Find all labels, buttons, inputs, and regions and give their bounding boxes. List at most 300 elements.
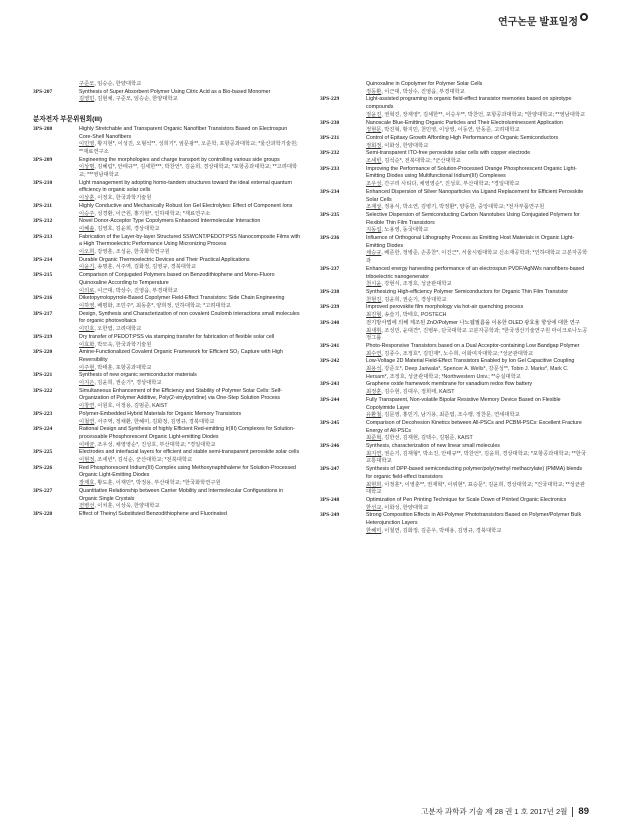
co-authors: , 간구리 사티다, 채영영순*, 진성호, 부산대학교; *경일대학교 (381, 181, 520, 188)
entry-authors (79, 419, 301, 427)
presenting-author: 정동환 (366, 88, 382, 95)
program-entry (320, 135, 588, 150)
program-entry (320, 343, 588, 358)
entry-title: Influence of Orthogonal Lithography Process as Emitting Host Materials in Organic Light-Emitting Diodes (366, 235, 575, 249)
entry-title: Light management by adopting homo-tandem structures toward the ideal external quantum efficiency in organic solar cells (79, 179, 292, 194)
program-entry (33, 89, 301, 104)
co-authors: , 박진혁, 황지민, 천민영, 이상영, 이동연, 안동준, 고려대학교 (381, 127, 520, 134)
presenting-author: 이혜솔 (79, 225, 95, 232)
entry-title: Quinoxaline in Copolymer for Polymer Solar Cells (366, 81, 483, 87)
program-entry (33, 411, 301, 426)
entry-title: Improved perovskite film morphology via hot-air quenching process (366, 304, 524, 311)
program-entry (320, 320, 588, 343)
co-authors: , 권순기, 김재형*, 박소진, 안태규**, 박찬언*, 김윤희, 경상대학교; *포항공과대학교; **한국교통대학교 (366, 450, 587, 465)
presenting-author: 한선교 (366, 504, 382, 511)
presenting-author: 구준모 (79, 81, 95, 87)
program-entry (320, 120, 588, 135)
co-authors: , 김혜림*, 안태규**, 김세한***, 박찬언*, 김윤희, 경상대학교; *포항공과대학교; **고려대학교; ***영남대학교 (79, 164, 298, 179)
presenting-author: 최진형 (366, 312, 382, 319)
program-entry (33, 157, 301, 180)
entry-body (79, 388, 301, 411)
program-entry (33, 488, 301, 511)
presenting-author: 정현문 (366, 127, 382, 134)
co-authors: , 이정호, 한국과학기술원 (94, 195, 152, 202)
presenting-author: 채승규 (366, 250, 382, 257)
header-title: 연구논문 발표일정 (497, 17, 578, 28)
co-authors: , 황도훈, 이재민*, 박정용, 부산대학교; *한국화학연구원 (94, 480, 221, 487)
entry-code: 3PS-226 (33, 464, 53, 471)
entry-authors (366, 312, 588, 320)
entry-title: Photo-Responsive Transistors based on a Dual Acceptor-containing Low Bandgap Polymer (366, 342, 580, 349)
entry-authors (366, 127, 588, 135)
co-authors: , 이철연, 김화정, 김준우, 박태용, 김영규, 경북대학교 (381, 527, 502, 534)
entry-title: Low-Voltage 2D Material Field-Effect Transistors Enabled by Ion Gel Capacitive Coupling (366, 358, 575, 365)
entry-authors (79, 457, 301, 465)
entry-authors (79, 303, 301, 311)
presenting-author: 이윤기 (79, 264, 95, 271)
co-authors: , 김수현, 김대우, 정희태, KAIST (381, 389, 455, 396)
entry-code: 3PS-231 (320, 134, 340, 141)
co-authors: , 조성민, 윤대견*, 진병두, 단국대학교 고분자공학과; *한국생산기술연구원 마이크로나노공정그룹 (366, 327, 588, 342)
presenting-author: 유환철 (366, 412, 382, 419)
program-entry (320, 166, 588, 189)
entry-body (79, 334, 301, 349)
entry-title: Quantitative Relationship between Carrier Mobility and Intermolecular Configurations in Organic Single Crystals (79, 487, 284, 502)
entry-code: 3PS-244 (320, 396, 340, 403)
presenting-author: 최지연 (366, 450, 382, 457)
entry-title: Graphene oxide framework membrane for vanadium redox flow battery (366, 381, 533, 388)
presenting-author: 이오희 (79, 249, 95, 256)
entry-title: Electrodes and interfacial layers for efficient and stable semi-transparent perovskite solar cells (79, 449, 300, 456)
entry-authors (366, 158, 588, 166)
presenting-author: 조세빈 (366, 158, 382, 165)
entry-body (366, 320, 588, 343)
presenting-author: 지동섭 (366, 227, 382, 234)
entry-code: 3PS-221 (33, 372, 53, 379)
entry-authors (79, 164, 301, 179)
entry-authors (366, 112, 588, 120)
presenting-author: 이민영 (79, 141, 95, 148)
presenting-author: 장재호 (79, 480, 95, 487)
co-authors: , 이원호, 이정용, 김범준, KAIST (94, 403, 168, 410)
program-entry (320, 212, 588, 235)
entry-authors (366, 482, 588, 497)
entry-authors (79, 81, 301, 89)
entry-title: Semi-transparent ITO-free perovskite solar cells with copper electrode (366, 150, 531, 157)
entry-title: Improving the Performance of Solution-Processed Orange Phosphorescent Organic Light-Emitting Diodes using Multifunctional Iridium(III) Complexes (366, 165, 577, 180)
co-authors: , 김영호, 김윤희, 경상대학교 (94, 225, 160, 232)
co-authors: , 김윤희, 권순기, 경상대학교 (381, 296, 447, 303)
program-entry (320, 81, 588, 96)
entry-title: Fabrication of the Layer-by-layer Structured SSWCNT/PEDOT:PSS Nanocomposite Films with a High Thermoelectric Performance Using Micronizing Process (79, 233, 301, 248)
program-entry (320, 235, 588, 266)
program-entry (320, 289, 588, 304)
entry-code (320, 81, 366, 96)
entry-body (366, 266, 588, 289)
program-entry (320, 96, 588, 119)
presenting-author: 이민호 (79, 326, 95, 333)
co-authors: , 배준한, 정병준, 손종찬*, 이진근*, 서울시립대학교 신소재공학과; *인하대학교 고분자공학과 (366, 250, 588, 265)
entry-authors (79, 141, 301, 156)
program-entry (33, 218, 301, 233)
page-header (0, 0, 622, 40)
program-entry (33, 334, 301, 349)
co-authors: , 이근대, 박상수, 진영읍, 부경대학교 (94, 287, 178, 294)
entry-code: 3PS-243 (320, 381, 340, 388)
entry-body (79, 295, 301, 310)
entry-code: 3PS-210 (33, 179, 53, 186)
presenting-author: 천현진 (366, 296, 382, 303)
entry-code: 3PS-249 (320, 512, 340, 519)
co-authors: , 송명훈, 서주역, 김화정, 김영규, 경북대학교 (94, 264, 197, 271)
entry-authors (79, 326, 301, 334)
program-entry (33, 388, 301, 411)
co-authors: , 강현식, 조정호, 성균관대학교 (381, 281, 452, 288)
left-column (33, 81, 301, 519)
right-column (320, 81, 588, 535)
circle-bullet-icon (580, 13, 588, 21)
entry-code: 3PS-235 (320, 211, 340, 218)
entry-code: 3PS-208 (33, 125, 53, 132)
entry-code (33, 81, 79, 89)
entry-code: 3PS-241 (320, 342, 340, 349)
entry-body (79, 203, 301, 218)
co-authors: , 조세빈*, 김석순, 군산대학교; *전북대학교 (94, 457, 193, 464)
entry-title: Synthesizing High-efficiency Polymer Semiconductors for Organic Thin Film Transistor (366, 288, 569, 295)
co-authors: , 이근대, 박상수, 진영읍, 부경대학교 (381, 88, 465, 95)
presenting-author: 조재상 (366, 204, 382, 211)
entry-body (79, 511, 301, 519)
entry-authors (79, 96, 301, 104)
entry-authors (366, 297, 588, 305)
presenting-author: 최정훈 (366, 389, 382, 396)
entry-authors (366, 281, 588, 289)
entry-code: 3PS-224 (33, 426, 53, 433)
entry-title: Highly Stretchable and Transparent Organic Nanofiber Transistors Based on Electrospun Core-Shell Nanofibers (79, 125, 288, 140)
co-authors: , 서주역, 정채환, 한혜미, 김화정, 김영규, 경북대학교 (94, 418, 215, 425)
program-entry (33, 311, 301, 334)
presenting-author: 최수연 (366, 350, 382, 357)
program-entry (33, 511, 301, 519)
program-entry (320, 420, 588, 443)
entry-title: Strong Composition Effects in All-Polymer Phototransistors Based on Polymer/Polymer Bulk Heterojunction Layers (366, 512, 582, 527)
entry-authors (79, 226, 301, 234)
co-authors: , 조우성, 채영영순*, 진성호, 부산대학교; *경일대학교 (94, 441, 216, 448)
entry-body (366, 135, 588, 150)
entry-authors (79, 380, 301, 388)
presenting-author: 이상훈 (79, 195, 95, 202)
entry-title: Amine-Functionalized Covalent Organic Framework for Efficient SO₂ Capture with High Reversibility (79, 349, 283, 363)
program-entry (320, 466, 588, 497)
co-authors: , 김문영, 홍민기, 남기용, 최준엽, 조수행, 정찬문, 연세대학교 (381, 412, 520, 419)
entry-title: Red Phosphorescent Iridium(III) Complex using Methoxynaphthalene for Solution-Processed Organic Light-Emitting Diodes (79, 464, 296, 479)
entry-code: 3PS-217 (33, 310, 53, 317)
co-authors: , 성경환, 이근원, 홍기현*, 인하대학교; *재료연구소 (94, 210, 211, 217)
entry-body (79, 426, 301, 449)
co-authors: , 강준오*, Deep Jariwala*, Spencer A. Wells*, 강문성**, Tobin J. Marks*, Mark C. Hersam*, 조정호, 성균관대학교; *Northwestern Univ.; **숭실대학교 (366, 366, 569, 380)
entry-title: 전기방사법에 의해 제조된 ZnO/Polymer 나노웹필름을 이용한 OLED 광효율 향상에 대한 연구 (366, 319, 580, 326)
entry-title: Design, Synthesis and Characterization of non covalent Coulomb interactions small molecules for organic photovoltaics (79, 310, 300, 325)
entry-body (366, 343, 588, 358)
entry-body (366, 381, 588, 396)
co-authors: , 임승순, 한양대학교 (94, 81, 142, 87)
entry-title: Highly Conductive and Mechanically Robust Ion Gel Electrolytes: Effect of Component Ions (79, 202, 293, 209)
entry-authors (79, 342, 301, 350)
entry-body (366, 443, 588, 466)
co-authors: , 김윤희, 권순기*, 경상대학교 (94, 380, 162, 387)
entry-authors (366, 250, 588, 265)
entry-authors (366, 528, 588, 536)
entry-authors (79, 365, 301, 373)
entry-body (366, 189, 588, 212)
program-entry (320, 443, 588, 466)
entry-title: Diketopyrrolopyrrole-Based Copolymer Field-Effect Transistors: Side Chain Engineering (79, 295, 285, 302)
entry-code: 3PS-234 (320, 188, 340, 195)
entry-code: 3PS-209 (33, 156, 53, 163)
co-authors: , 김종수, 조정호*, 김민재*, 노수희, 이화여자대학교; *성균관대학교 (381, 350, 534, 357)
entry-body (366, 212, 588, 235)
entry-authors (79, 442, 301, 450)
program-entry (320, 397, 588, 420)
presenting-author: 정회정 (366, 142, 382, 149)
entry-body (366, 512, 588, 535)
program-entry (33, 203, 301, 218)
entry-body (79, 126, 301, 157)
co-authors: , 송슬기, 박태호, POSTECH (381, 312, 447, 319)
entry-authors (366, 351, 588, 359)
entry-code: 3PS-238 (320, 288, 340, 295)
program-entry (33, 295, 301, 310)
entry-authors (366, 505, 588, 513)
entry-code: 3PS-240 (320, 319, 340, 326)
entry-title: Enhanced energy harvesting performance of an electrospun PVDF/AgNWs nanofibers-based triboelectric nanogenerator (366, 265, 585, 280)
entry-title: Enhanced Dispersion of Silver Nanoparticles via Ligand Replacement for Efficient Perovskite Solar Cells (366, 188, 584, 203)
presenting-author: 김영민 (79, 96, 95, 103)
entry-body (366, 235, 588, 266)
entry-title: Comparison of Decohesion Kinetics between All-PSCs and PCBM-PSCs: Excellent Fracture Energy of All-PSCs (366, 419, 582, 434)
entry-code: 3PS-247 (320, 466, 340, 473)
entry-code: 3PS-223 (33, 410, 53, 417)
program-entry (320, 512, 588, 535)
co-authors: , 박태훈, 포항공과대학교 (94, 364, 152, 371)
entry-title: Synthesis of new organic semiconductor materials (79, 372, 197, 379)
entry-authors (366, 181, 588, 189)
entry-title: Comparison of Conjugated Polymers based on Benzodithiophene and Mono-Fluoro Quinoxaline According to Temperature (79, 272, 275, 286)
program-entry (320, 497, 588, 512)
entry-body (366, 96, 588, 119)
program-entry (33, 449, 301, 464)
entry-authors (79, 211, 301, 219)
entry-title: Synthesis, characterization of new linear small molecules (366, 443, 500, 450)
presenting-author: 이철연 (79, 418, 95, 425)
entry-code: 3PS-233 (320, 165, 340, 172)
entry-code: 3PS-248 (320, 496, 340, 503)
entry-authors (366, 389, 588, 397)
page-number: 89 (578, 806, 589, 817)
program-entry (320, 150, 588, 165)
presenting-author: 최새휘 (366, 327, 382, 334)
section-title: 분자전자 부문위원회(III) (33, 116, 103, 124)
entry-code: 3PS-239 (320, 304, 340, 311)
presenting-author: 정윤진 (366, 111, 382, 118)
entry-title: Optimization of Pen Printing Technique for Scale Down of Printed Organic Electronics (366, 496, 567, 503)
presenting-author: 전병선 (79, 503, 95, 510)
entry-title: Selective Dispersion of Semiconducting Carbon Nanotubes Using Conjugated Polymers for Flexible Thin Film Transistors (366, 211, 580, 226)
entry-code: 3PS-211 (33, 202, 52, 209)
co-authors: , 노용영, 동국대학교 (381, 227, 429, 234)
entry-body (79, 89, 301, 104)
program-entry (33, 426, 301, 449)
entry-body (366, 397, 588, 420)
entry-title: Nanoscale Blue-Emitting Organic Particles and Their Electroluminescent Application (366, 119, 563, 126)
program-entry (320, 266, 588, 289)
co-authors: , 정용식, 박소연, 김병기, 박정환*, 양동한, 중앙대학교; *전자부품연구원 (381, 204, 545, 211)
entry-body (366, 420, 588, 443)
entry-code: 3PS-214 (33, 256, 53, 263)
co-authors: , 황지현*, 이성진, 오형석**, 성희기*, 엄문광**, 오준학, 포항공과대학교; *울산과학기술원; **재료연구소 (79, 141, 298, 155)
presenting-author: 이주현 (79, 364, 95, 371)
entry-code: 3PS-232 (320, 150, 340, 157)
entry-body (366, 466, 588, 497)
footer-divider (572, 807, 573, 817)
entry-body (79, 372, 301, 387)
program-entry (33, 126, 301, 157)
co-authors: , 강영훈, 조성윤, 한국화학연구원 (94, 249, 170, 256)
entry-authors (366, 451, 588, 466)
presenting-author: 이승주 (79, 210, 95, 217)
footer-journal: 고분자 과학과 기술 제 28 권 1 호 2017년 2월 (421, 807, 568, 816)
co-authors: , 김현채, 구준모, 임승순, 한양대학교 (94, 96, 178, 103)
program-entry (320, 304, 588, 319)
entry-code: 3PS-219 (33, 333, 53, 340)
entry-body (79, 349, 301, 372)
entry-authors (79, 503, 301, 511)
presenting-author: 천시윤 (366, 281, 382, 288)
presenting-author: 최현희 (366, 481, 382, 488)
entry-authors (79, 288, 301, 296)
program-entry (33, 180, 301, 203)
entry-code: 3PS-228 (33, 510, 53, 517)
entry-authors (366, 412, 588, 420)
co-authors: , 이치훈, 이상욱, 한양대학교 (94, 503, 160, 510)
entry-body (79, 81, 301, 89)
entry-title: Novel Donor-Acceptor Type Copolymers Enhanced Intermolecular Interaction (79, 218, 261, 225)
entry-authors (366, 89, 588, 97)
entry-body (79, 257, 301, 272)
entry-body (366, 289, 588, 304)
entry-body (366, 150, 588, 165)
co-authors: , 이화성, 한양대학교 (381, 504, 429, 511)
entry-body (366, 166, 588, 189)
entry-code: 3PS-220 (33, 349, 53, 356)
entry-authors (79, 403, 301, 411)
co-authors: , 박모욱, 한국과학기술원 (94, 341, 152, 348)
entry-code: 3PS-236 (320, 235, 340, 242)
presenting-author: 이상명 (79, 164, 95, 171)
entry-authors (79, 264, 301, 272)
entry-body (79, 234, 301, 257)
program-entry (33, 257, 301, 272)
entry-body (366, 497, 588, 512)
entry-code: 3PS-215 (33, 272, 53, 279)
entry-title: Engineering the morphologies and charge transport by controlling various side groups (79, 156, 280, 163)
entry-body (79, 157, 301, 180)
entry-authors (79, 249, 301, 257)
entry-body (366, 120, 588, 135)
co-authors: , 이정훈*, 이영훈**, 권재혁*, 이위현*, 표승문*, 김윤희, 경상대학교; *건국대학교; **성균관대학교 (366, 481, 586, 496)
entry-code: 3PS-229 (320, 96, 340, 103)
presenting-author: 이창연 (79, 403, 95, 410)
entry-code: 3PS-237 (320, 265, 340, 272)
entry-code: 3PS-225 (33, 449, 53, 456)
entry-title: Control of Epitaxy Growth Affording High Performance of Organic Semiconductors (366, 134, 559, 141)
entry-title: Durable Organic Thermoelectric Devices and Their Practical Applications (79, 256, 250, 263)
page-footer (421, 806, 589, 817)
presenting-author: 최용석 (366, 366, 382, 373)
entry-title: Synthesis of Super Absorbent Polymer Using Citric Acid as a Bio-based Monomer (79, 88, 271, 95)
entry-body (79, 272, 301, 295)
entry-code: 3PS-227 (33, 487, 53, 494)
entry-title: Synthesis of DPP-based semiconducting polymer/poly(methyl methacrylate) (PMMA) blends for organic field-effect transistors (366, 466, 583, 480)
entry-code: 3PS-222 (33, 387, 53, 394)
entry-title: Rational Design and Synthesis of highly Efficient Red-emitting Ir(III) Complexes for Solution-processable Phosphorescent Organic Light-emitting Diodes (79, 426, 295, 440)
entry-title: Dry transfer of PEDOT:PSS via stamping transfer for fabrication of flexible solar cell (79, 333, 275, 340)
entry-code: 3PS-245 (320, 419, 340, 426)
entry-body (79, 311, 301, 334)
program-entry (33, 272, 301, 295)
entry-title: Polymer-Embedded Hybrid Materials for Organic Memory Transistors (79, 410, 242, 417)
entry-code: 3PS-207 (33, 88, 53, 95)
entry-title: Simultaneous Enhancement of the Efficiency and Stability of Polymer Solar Cells: Self-Organization of Polymer Additive, Poly(2-vinylpyridine) via One-Step Solution Process (79, 387, 283, 402)
entry-authors (366, 227, 588, 235)
entry-authors (366, 204, 588, 212)
presenting-author: 조우성 (366, 181, 382, 188)
co-authors: , 이화성, 한양대학교 (381, 142, 429, 149)
presenting-author: 이의로 (79, 287, 95, 294)
program-entry (320, 381, 588, 396)
co-authors: , 오한엽, 고려대학교 (94, 326, 142, 333)
entry-code: 3PS-230 (320, 119, 340, 126)
entry-body (79, 218, 301, 233)
entry-code: 3PS-246 (320, 443, 340, 450)
entry-authors (79, 480, 301, 488)
program-entry (33, 372, 301, 387)
entry-authors (366, 328, 588, 343)
entry-title: Light-assisted programing in organic field-effect transistor memories based on spirotype compounds (366, 96, 572, 111)
entry-body (79, 449, 301, 464)
entry-code: 3PS-212 (33, 218, 53, 225)
co-authors: , 배평화, 조민주*, 최동훈*, 양희정, 인하대학교; *고려대학교 (94, 302, 231, 309)
program-entry (33, 81, 301, 89)
entry-title: Effect of Theinyl Substituted Benzodithiophene and Fluorinated (79, 510, 227, 517)
entry-body (79, 411, 301, 426)
program-entry (320, 189, 588, 212)
co-authors: , 김석순*, 전북대학교; *군산대학교 (381, 158, 461, 165)
entry-code: 3PS-242 (320, 358, 340, 365)
presenting-author: 이효화 (79, 341, 95, 348)
entry-body (366, 358, 588, 381)
entry-authors (366, 435, 588, 443)
program-entry (33, 234, 301, 257)
entry-body (366, 81, 588, 96)
entry-body (79, 465, 301, 488)
entry-code: 3PS-216 (33, 295, 53, 302)
co-authors: , 김한선, 김재현, 김택수, 김범준, KAIST (381, 435, 473, 442)
entry-body (79, 488, 301, 511)
presenting-author: 최준혁 (366, 435, 382, 442)
entry-authors (366, 143, 588, 151)
entry-code: 3PS-213 (33, 233, 53, 240)
